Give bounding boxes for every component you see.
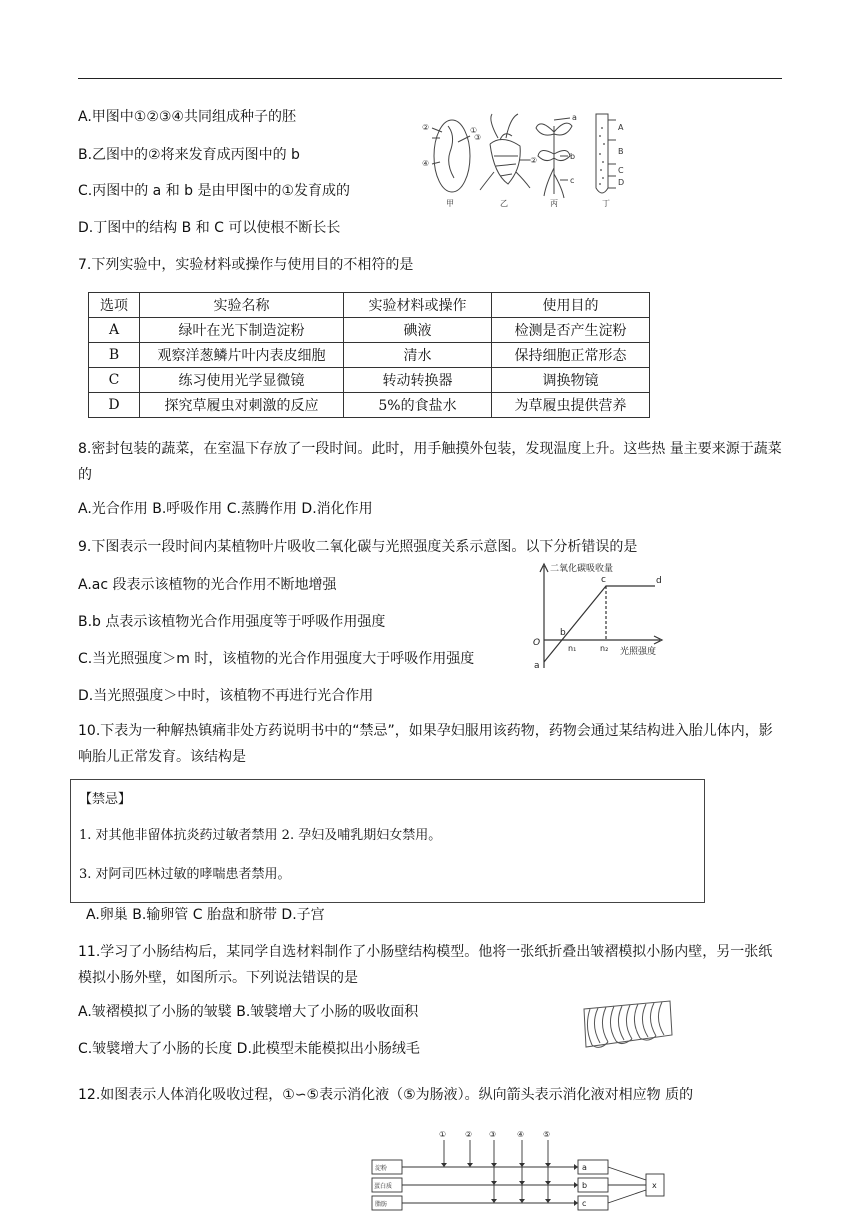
table-header-row bbox=[89, 293, 650, 318]
q9-option-b: B.b 点表示该植物光合作用强度等于呼吸作用强度 bbox=[78, 614, 386, 630]
q7-stem: 7.下列实验中，实验材料或操作与使用目的不相符的是 bbox=[78, 257, 414, 273]
table-cell: 碘液 bbox=[344, 318, 492, 343]
graph-point-c: c bbox=[601, 575, 606, 585]
q9-option-d: D.当光照强度＞中时，该植物不再进行光合作用 bbox=[78, 688, 374, 704]
plant-mark-c: c bbox=[570, 176, 575, 185]
table-cell: 练习使用光学显微镜 bbox=[140, 368, 344, 393]
q11-options-2: C.皱襞增大了小肠的长度 D.此模型未能模拟出小肠绒毛 bbox=[78, 1041, 420, 1057]
caption-bing: 丙 bbox=[550, 199, 558, 208]
seed-mark-1: ① bbox=[470, 126, 478, 135]
juice-2: ② bbox=[465, 1130, 473, 1139]
food-starch: 淀粉 bbox=[375, 1165, 388, 1172]
food-protein: 蛋白质 bbox=[374, 1183, 393, 1190]
table-header: 选项 bbox=[89, 293, 140, 318]
table-cell: 绿叶在光下制造淀粉 bbox=[140, 318, 344, 343]
q11-options-1: A.皱褶模拟了小肠的皱襞 B.皱襞增大了小肠的吸收面积 bbox=[78, 1004, 419, 1020]
table-cell: 清水 bbox=[344, 343, 492, 368]
root-mark-c: C bbox=[618, 166, 624, 175]
caption-jia: 甲 bbox=[446, 199, 454, 208]
table-cell: A bbox=[89, 318, 140, 343]
q8-options: A.光合作用 B.呼吸作用 C.蒸腾作用 D.消化作用 bbox=[78, 501, 373, 517]
graph-tick-n1: n₁ bbox=[568, 644, 577, 653]
caption-yi: 乙 bbox=[500, 199, 508, 208]
table-cell: 5%的食盐水 bbox=[344, 393, 492, 418]
product-c: c bbox=[582, 1199, 587, 1208]
graph-ylabel: 二氧化碳吸收量 bbox=[550, 564, 614, 574]
q6-plant-figure bbox=[410, 108, 640, 208]
juice-4: ④ bbox=[517, 1130, 525, 1139]
box-line-1: 1. 对其他非留体抗炎药过敏者禁用 2. 孕妇及哺乳期妇女禁用。 bbox=[79, 828, 442, 843]
intestine-fold-model bbox=[578, 995, 678, 1055]
table-header: 使用目的 bbox=[492, 293, 650, 318]
table-cell: 调换物镜 bbox=[492, 368, 650, 393]
table-cell: 检测是否产生淀粉 bbox=[492, 318, 650, 343]
seed-mark-4: ④ bbox=[422, 159, 430, 168]
table-cell: 保持细胞正常形态 bbox=[492, 343, 650, 368]
juice-5: ⑤ bbox=[543, 1130, 551, 1139]
product-b: b bbox=[582, 1181, 588, 1190]
q7-experiment-table bbox=[88, 292, 650, 418]
q11-stem: 11.学习了小肠结构后，某同学自选材料制作了小肠壁结构模型。他将一张纸折叠出皱褶模拟小肠内壁，另一张纸模拟小肠外壁，如图所示。下列说法错误的是 bbox=[78, 944, 773, 986]
plant-mark-a: a bbox=[572, 113, 577, 122]
q9-option-c: C.当光照强度＞m 时，该植物的光合作用强度大于呼吸作用强度 bbox=[78, 651, 475, 667]
q12-digestion-diagram bbox=[368, 1128, 668, 1212]
juice-3: ③ bbox=[489, 1130, 497, 1139]
graph-point-b: b bbox=[560, 628, 566, 638]
table-row bbox=[89, 318, 650, 343]
q6-option-b: B.乙图中的②将来发育成丙图中的 b bbox=[78, 147, 300, 163]
sprout-mark-2: ② bbox=[530, 156, 538, 165]
seed-mark-2: ② bbox=[422, 123, 430, 132]
table-cell: C bbox=[89, 368, 140, 393]
q9-option-a: A.ac 段表示该植物的光合作用不断地增强 bbox=[78, 577, 337, 593]
graph-tick-n2: n₂ bbox=[600, 644, 609, 653]
q10-contraindication-box bbox=[70, 779, 705, 903]
header-rule bbox=[78, 78, 782, 79]
q10-stem: 10.下表为一种解热镇痛非处方药说明书中的“禁忌”，如果孕妇服用该药物，药物会通过某结构进入胎儿体内，影响胎儿正常发育。该结构是 bbox=[78, 723, 773, 765]
q9-stem: 9.下图表示一段时间内某植物叶片吸收二氧化碳与光照强度关系示意图。以下分析错误的是 bbox=[78, 539, 638, 555]
table-header: 实验材料或操作 bbox=[344, 293, 492, 318]
box-line-2: 3. 对阿司匹林过敏的哮喘患者禁用。 bbox=[79, 867, 291, 882]
q9-co2-graph bbox=[530, 560, 675, 672]
seed-mark-3: ③ bbox=[474, 133, 482, 142]
root-mark-d: D bbox=[618, 178, 625, 187]
root-mark-a: A bbox=[618, 123, 624, 132]
box-title: 【禁忌】 bbox=[79, 792, 132, 807]
juice-1: ① bbox=[439, 1130, 447, 1139]
product-a: a bbox=[582, 1163, 587, 1172]
table-cell: 观察洋葱鳞片叶内表皮细胞 bbox=[140, 343, 344, 368]
root-mark-b: B bbox=[618, 147, 624, 156]
table-header: 实验名称 bbox=[140, 293, 344, 318]
food-fat: 脂肪 bbox=[375, 1201, 388, 1208]
graph-point-d: d bbox=[656, 576, 662, 586]
table-cell: 探究草履虫对刺激的反应 bbox=[140, 393, 344, 418]
q10-options: A.卵巢 B.输卵管 C 胎盘和脐带 D.子宫 bbox=[86, 907, 325, 923]
q12-stem: 12.如图表示人体消化吸收过程，①∽⑤表示消化液（⑤为肠液）。纵向箭头表示消化液对相应物 质的 bbox=[78, 1087, 694, 1103]
graph-point-a: a bbox=[534, 661, 540, 671]
table-row bbox=[89, 343, 650, 368]
table-cell: B bbox=[89, 343, 140, 368]
q6-option-d: D.丁图中的结构 B 和 C 可以使根不断长长 bbox=[78, 220, 341, 236]
table-cell: 为草履虫提供营养 bbox=[492, 393, 650, 418]
q6-option-a: A.甲图中①②③④共同组成种子的胚 bbox=[78, 109, 296, 125]
table-cell: D bbox=[89, 393, 140, 418]
plant-mark-b: b bbox=[570, 152, 576, 161]
q6-option-c: C.丙图中的 a 和 b 是由甲图中的①发育成的 bbox=[78, 183, 351, 199]
graph-xlabel: 光照强度 bbox=[620, 647, 657, 657]
graph-origin: O bbox=[533, 638, 541, 648]
final-x: x bbox=[652, 1181, 657, 1190]
table-row bbox=[89, 368, 650, 393]
caption-ding: 丁 bbox=[602, 199, 610, 208]
table-row bbox=[89, 393, 650, 418]
q8-stem: 8.密封包装的蔬菜，在室温下存放了一段时间。此时，用手触摸外包装，发现温度上升。这些热 量主要来源于蔬菜的 bbox=[78, 441, 782, 483]
table-cell: 转动转换器 bbox=[344, 368, 492, 393]
